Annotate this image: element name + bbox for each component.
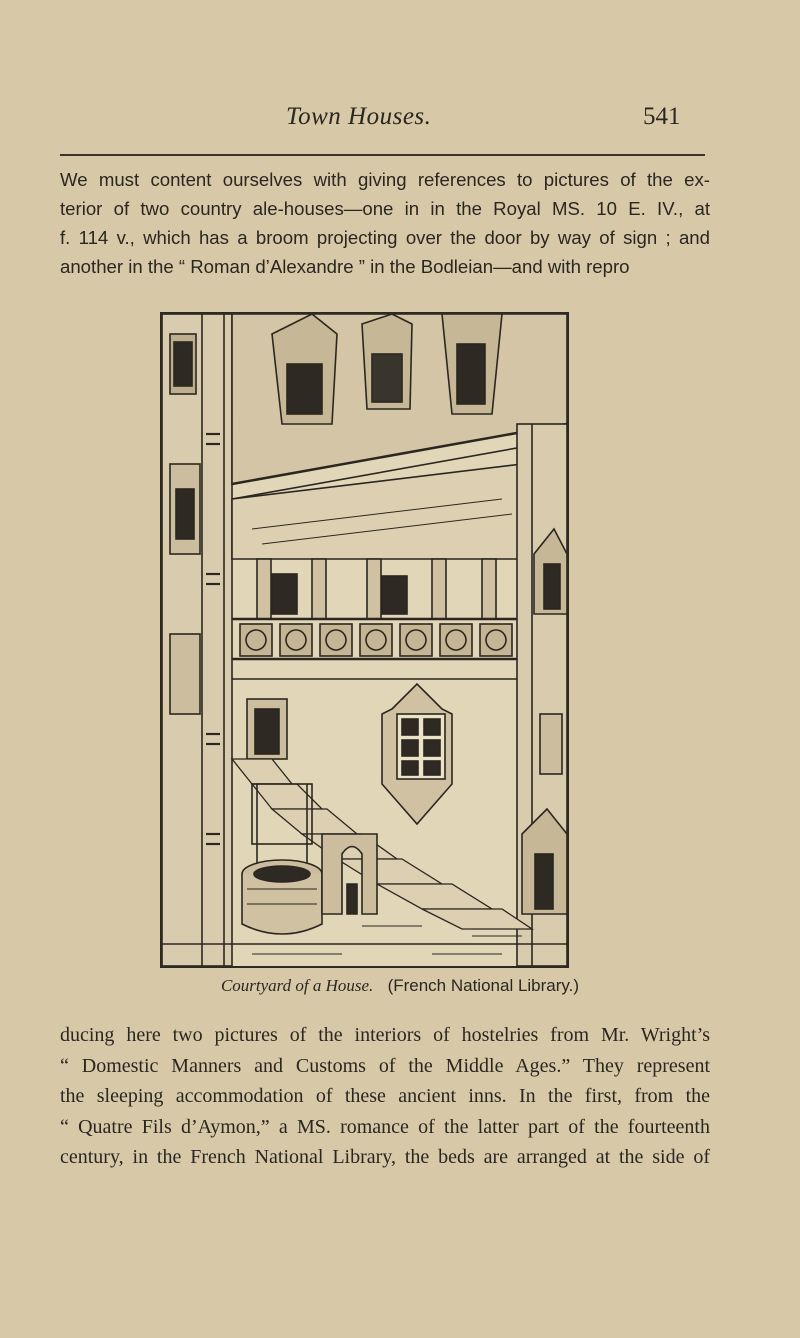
text-line: f. 114 v., which has a broom projecting over the door by way of sign ; and: [60, 227, 710, 248]
page-number: 541: [643, 103, 681, 130]
running-title: Town Houses.: [286, 103, 432, 130]
text-line: “ Domestic Manners and Customs of the Middle Ages.” They represent: [60, 1054, 710, 1077]
text-line: ducing here two pictures of the interiors of hostelries from Mr. Wright’s: [60, 1024, 710, 1046]
text-line: terior of two country ale-houses—one in in the Royal MS. 10 E. IV., at: [60, 198, 710, 219]
paragraph-bottom: [60, 1020, 710, 1173]
caption-source: (French National Library.): [387, 976, 580, 995]
text-line: “ Quatre Fils d’Aymon,” a MS. romance of the latter part of the fourteenth: [60, 1115, 710, 1138]
header-rule: [60, 154, 705, 156]
engraving-illustration: [162, 314, 567, 966]
paragraph-top: [60, 165, 710, 281]
text-line: the sleeping accommodation of these ancient inns. In the first, from the: [60, 1085, 710, 1107]
courtyard-engraving: [160, 312, 569, 968]
text-line: century, in the French National Library, the beds are arranged at the side of: [60, 1146, 710, 1168]
running-head: [0, 103, 800, 137]
text-line: another in the “ Roman d’Alexandre ” in the Bodleian—and with repro: [60, 256, 630, 277]
figure-caption: [0, 976, 800, 996]
caption-title: Courtyard of a House.: [220, 976, 374, 995]
text-line: We must content ourselves with giving references to pictures of the ex-: [60, 169, 710, 190]
